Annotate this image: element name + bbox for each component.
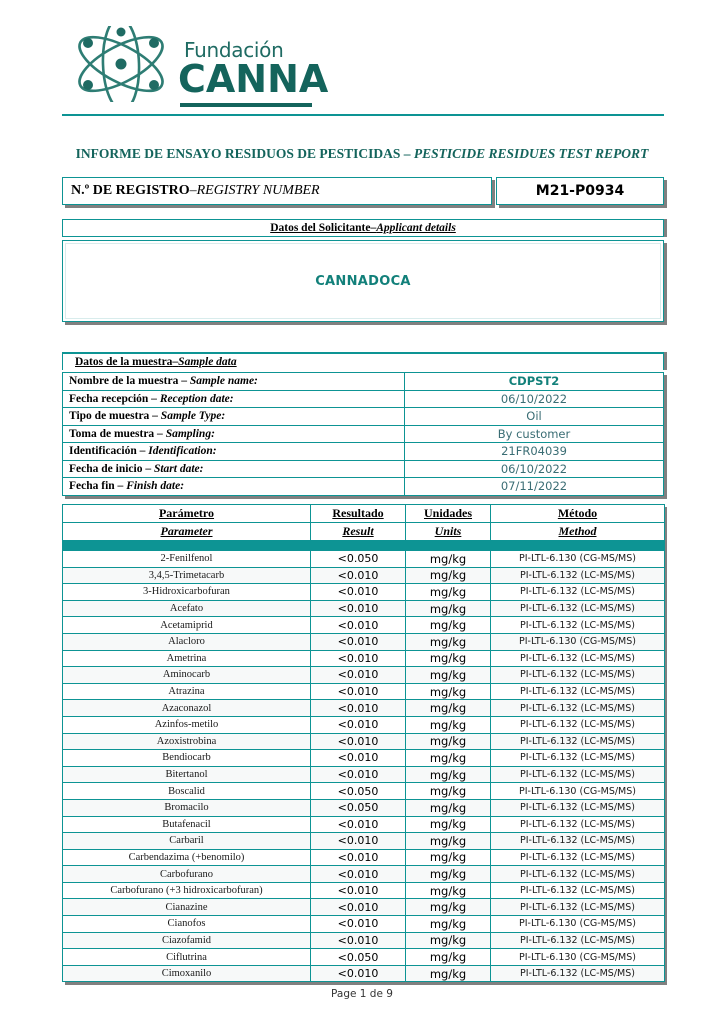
- result-method: PI-LTL-6.130 (CG-MS/MS): [491, 783, 665, 800]
- table-row: [63, 600, 665, 617]
- table-row: [63, 783, 665, 800]
- sample-data-value: 07/11/2022: [405, 478, 664, 496]
- result-method: PI-LTL-6.132 (LC-MS/MS): [491, 799, 665, 816]
- result-method: PI-LTL-6.132 (LC-MS/MS): [491, 667, 665, 684]
- results-table-body: [63, 551, 665, 982]
- sample-header-separator: –: [172, 356, 179, 368]
- column-header-method: Method: [491, 523, 665, 541]
- sample-data-table: [62, 372, 664, 496]
- result-parameter-name: Carbaril: [63, 833, 311, 850]
- result-method: PI-LTL-6.132 (LC-MS/MS): [491, 700, 665, 717]
- page-title-english: PESTICIDE RESIDUES TEST REPORT: [413, 146, 649, 161]
- result-units: mg/kg: [406, 650, 491, 667]
- result-parameter-name: Acetamiprid: [63, 617, 311, 634]
- result-method: PI-LTL-6.132 (LC-MS/MS): [491, 899, 665, 916]
- table-row: [63, 716, 665, 733]
- result-units: mg/kg: [406, 633, 491, 650]
- result-method: PI-LTL-6.130 (CG-MS/MS): [491, 551, 665, 568]
- result-value: <0.010: [311, 816, 406, 833]
- result-units: mg/kg: [406, 733, 491, 750]
- result-parameter-name: Azaconazol: [63, 700, 311, 717]
- result-value: <0.010: [311, 932, 406, 949]
- result-parameter-name: Boscalid: [63, 783, 311, 800]
- result-value: <0.010: [311, 567, 406, 584]
- result-units: mg/kg: [406, 783, 491, 800]
- result-parameter-name: Bromacilo: [63, 799, 311, 816]
- result-method: PI-LTL-6.132 (LC-MS/MS): [491, 766, 665, 783]
- result-value: <0.010: [311, 716, 406, 733]
- sample-data-value: 06/10/2022: [405, 460, 664, 478]
- page-title-separator: –: [400, 146, 414, 161]
- result-parameter-name: Acefato: [63, 600, 311, 617]
- sample-data-label: Identificación – Identification:: [63, 443, 405, 461]
- result-method: PI-LTL-6.132 (LC-MS/MS): [491, 683, 665, 700]
- logo-fundacion-text: Fundación: [184, 38, 284, 62]
- registry-number-value: M21-P0934: [496, 177, 664, 205]
- result-units: mg/kg: [406, 949, 491, 966]
- table-row: [63, 617, 665, 634]
- registry-label-english: REGISTRY NUMBER: [196, 183, 320, 198]
- result-method: PI-LTL-6.132 (LC-MS/MS): [491, 567, 665, 584]
- result-value: <0.010: [311, 882, 406, 899]
- result-units: mg/kg: [406, 799, 491, 816]
- sample-data-label: Toma de muestra – Sampling:: [63, 425, 405, 443]
- result-value: <0.050: [311, 551, 406, 568]
- table-row: [63, 766, 665, 783]
- sample-data-row: [63, 478, 664, 496]
- result-parameter-name: Ciflutrina: [63, 949, 311, 966]
- result-parameter-name: Bitertanol: [63, 766, 311, 783]
- column-header-parameter: Parameter: [63, 523, 311, 541]
- sample-data-value: 21FR04039: [405, 443, 664, 461]
- result-parameter-name: Aminocarb: [63, 667, 311, 684]
- result-units: mg/kg: [406, 551, 491, 568]
- result-units: mg/kg: [406, 882, 491, 899]
- sample-data-label: Fecha fin – Finish date:: [63, 478, 405, 496]
- page-title: [0, 146, 724, 162]
- result-parameter-name: Ciazofamid: [63, 932, 311, 949]
- result-method: PI-LTL-6.132 (LC-MS/MS): [491, 932, 665, 949]
- table-row: [63, 750, 665, 767]
- result-parameter-name: Cianazine: [63, 899, 311, 916]
- results-table-head: [63, 505, 665, 551]
- results-header-row-english: [63, 523, 665, 541]
- result-value: <0.010: [311, 866, 406, 883]
- table-row: [63, 683, 665, 700]
- result-method: PI-LTL-6.132 (LC-MS/MS): [491, 882, 665, 899]
- result-parameter-name: Azoxistrobina: [63, 733, 311, 750]
- table-row: [63, 700, 665, 717]
- result-units: mg/kg: [406, 766, 491, 783]
- result-method: PI-LTL-6.132 (LC-MS/MS): [491, 733, 665, 750]
- column-header-result: Result: [311, 523, 406, 541]
- registry-label-box: [62, 177, 492, 205]
- result-units: mg/kg: [406, 916, 491, 933]
- result-value: <0.010: [311, 766, 406, 783]
- result-parameter-name: Azinfos-metilo: [63, 716, 311, 733]
- table-row: [63, 633, 665, 650]
- table-row: [63, 816, 665, 833]
- sample-data-value: By customer: [405, 425, 664, 443]
- result-method: PI-LTL-6.130 (CG-MS/MS): [491, 916, 665, 933]
- table-row: [63, 949, 665, 966]
- table-row: [63, 882, 665, 899]
- sample-data-row: [63, 373, 664, 391]
- table-row: [63, 551, 665, 568]
- page-title-spanish: INFORME DE ENSAYO RESIDUOS DE PESTICIDAS: [75, 146, 401, 161]
- atom-icon: [66, 26, 176, 102]
- sample-data-value: CDPST2: [405, 373, 664, 391]
- result-value: <0.010: [311, 633, 406, 650]
- result-value: <0.010: [311, 600, 406, 617]
- table-row: [63, 965, 665, 982]
- result-value: <0.010: [311, 733, 406, 750]
- fundacion-canna-logo: [66, 24, 366, 104]
- result-value: <0.010: [311, 916, 406, 933]
- registry-label-separator: –: [189, 183, 197, 198]
- registry-label-spanish: N.º DE REGISTRO: [71, 183, 190, 198]
- result-units: mg/kg: [406, 567, 491, 584]
- result-method: PI-LTL-6.132 (LC-MS/MS): [491, 816, 665, 833]
- result-method: PI-LTL-6.132 (LC-MS/MS): [491, 750, 665, 767]
- result-parameter-name: Carbofurano (+3 hidroxicarbofuran): [63, 882, 311, 899]
- column-header-units: Units: [406, 523, 491, 541]
- results-header-spacer-bar: [63, 541, 665, 551]
- applicant-inner-frame: [65, 243, 661, 319]
- page-footer: Page 1 de 9: [331, 988, 393, 1000]
- table-row: [63, 584, 665, 601]
- logo-underline: [180, 103, 312, 107]
- table-row: [63, 866, 665, 883]
- result-value: <0.050: [311, 783, 406, 800]
- table-row: [63, 799, 665, 816]
- sample-header-english: Sample data: [178, 356, 237, 368]
- table-row: [63, 932, 665, 949]
- result-value: <0.010: [311, 833, 406, 850]
- result-parameter-name: Bendiocarb: [63, 750, 311, 767]
- result-method: PI-LTL-6.130 (CG-MS/MS): [491, 949, 665, 966]
- result-value: <0.010: [311, 965, 406, 982]
- result-units: mg/kg: [406, 932, 491, 949]
- column-header-metodo: Método: [491, 505, 665, 523]
- applicant-header-spanish: Datos del Solicitante: [270, 222, 371, 234]
- table-row: [63, 733, 665, 750]
- sample-data-label: Nombre de la muestra – Sample name:: [63, 373, 405, 391]
- result-parameter-name: Butafenacil: [63, 816, 311, 833]
- result-parameter-name: 3-Hidroxicarbofuran: [63, 584, 311, 601]
- sample-data-row: [63, 390, 664, 408]
- header-divider: [62, 114, 664, 116]
- sample-header-spanish: Datos de la muestra: [75, 356, 173, 368]
- result-parameter-name: Cimoxanilo: [63, 965, 311, 982]
- result-value: <0.010: [311, 584, 406, 601]
- result-method: PI-LTL-6.132 (LC-MS/MS): [491, 584, 665, 601]
- result-units: mg/kg: [406, 899, 491, 916]
- applicant-details-box: [62, 240, 664, 322]
- sample-section-header: [62, 352, 664, 370]
- applicant-header-separator: –: [370, 222, 377, 234]
- sample-data-row: [63, 425, 664, 443]
- result-value: <0.010: [311, 750, 406, 767]
- result-parameter-name: Cianofos: [63, 916, 311, 933]
- result-units: mg/kg: [406, 700, 491, 717]
- results-table: [62, 504, 665, 982]
- applicant-name: CANNADOCA: [315, 273, 411, 289]
- result-parameter-name: Alacloro: [63, 633, 311, 650]
- table-row: [63, 567, 665, 584]
- result-value: <0.010: [311, 683, 406, 700]
- result-units: mg/kg: [406, 965, 491, 982]
- result-parameter-name: 3,4,5-Trimetacarb: [63, 567, 311, 584]
- result-value: <0.010: [311, 899, 406, 916]
- result-method: PI-LTL-6.132 (LC-MS/MS): [491, 650, 665, 667]
- column-header-parametro: Parámetro: [63, 505, 311, 523]
- result-parameter-name: Atrazina: [63, 683, 311, 700]
- result-value: <0.010: [311, 650, 406, 667]
- result-value: <0.010: [311, 617, 406, 634]
- results-header-row-spanish: [63, 505, 665, 523]
- sample-data-label: Fecha recepción – Reception date:: [63, 390, 405, 408]
- table-row: [63, 899, 665, 916]
- result-units: mg/kg: [406, 866, 491, 883]
- table-row: [63, 849, 665, 866]
- result-units: mg/kg: [406, 816, 491, 833]
- sample-data-value: 06/10/2022: [405, 390, 664, 408]
- results-table-wrapper: [62, 504, 664, 982]
- registry-row: [62, 177, 664, 205]
- result-units: mg/kg: [406, 833, 491, 850]
- sample-data-row: [63, 460, 664, 478]
- result-value: <0.010: [311, 667, 406, 684]
- result-units: mg/kg: [406, 617, 491, 634]
- result-units: mg/kg: [406, 584, 491, 601]
- result-units: mg/kg: [406, 750, 491, 767]
- result-value: <0.010: [311, 700, 406, 717]
- applicant-header-english: Applicant details: [376, 222, 456, 234]
- result-parameter-name: Ametrina: [63, 650, 311, 667]
- result-parameter-name: Carbofurano: [63, 866, 311, 883]
- result-units: mg/kg: [406, 683, 491, 700]
- table-row: [63, 916, 665, 933]
- result-method: PI-LTL-6.132 (LC-MS/MS): [491, 600, 665, 617]
- result-units: mg/kg: [406, 716, 491, 733]
- logo-canna-text: CANNA: [178, 57, 329, 101]
- result-parameter-name: Carbendazima (+benomilo): [63, 849, 311, 866]
- result-method: PI-LTL-6.132 (LC-MS/MS): [491, 866, 665, 883]
- sample-data-label: Tipo de muestra – Sample Type:: [63, 408, 405, 426]
- applicant-section-header: [62, 219, 664, 237]
- sample-data-row: [63, 408, 664, 426]
- result-value: <0.050: [311, 949, 406, 966]
- sample-data-label: Fecha de inicio – Start date:: [63, 460, 405, 478]
- result-value: <0.050: [311, 799, 406, 816]
- table-row: [63, 650, 665, 667]
- result-method: PI-LTL-6.132 (LC-MS/MS): [491, 716, 665, 733]
- sample-data-value: Oil: [405, 408, 664, 426]
- table-row: [63, 833, 665, 850]
- result-method: PI-LTL-6.132 (LC-MS/MS): [491, 965, 665, 982]
- table-row: [63, 667, 665, 684]
- results-header-spacer: [63, 541, 665, 551]
- result-method: PI-LTL-6.132 (LC-MS/MS): [491, 833, 665, 850]
- result-method: PI-LTL-6.132 (LC-MS/MS): [491, 849, 665, 866]
- result-units: mg/kg: [406, 667, 491, 684]
- result-value: <0.010: [311, 849, 406, 866]
- result-units: mg/kg: [406, 600, 491, 617]
- result-units: mg/kg: [406, 849, 491, 866]
- result-method: PI-LTL-6.132 (LC-MS/MS): [491, 617, 665, 634]
- column-header-unidades: Unidades: [406, 505, 491, 523]
- result-parameter-name: 2-Fenilfenol: [63, 551, 311, 568]
- result-method: PI-LTL-6.130 (CG-MS/MS): [491, 633, 665, 650]
- sample-data-row: [63, 443, 664, 461]
- column-header-resultado: Resultado: [311, 505, 406, 523]
